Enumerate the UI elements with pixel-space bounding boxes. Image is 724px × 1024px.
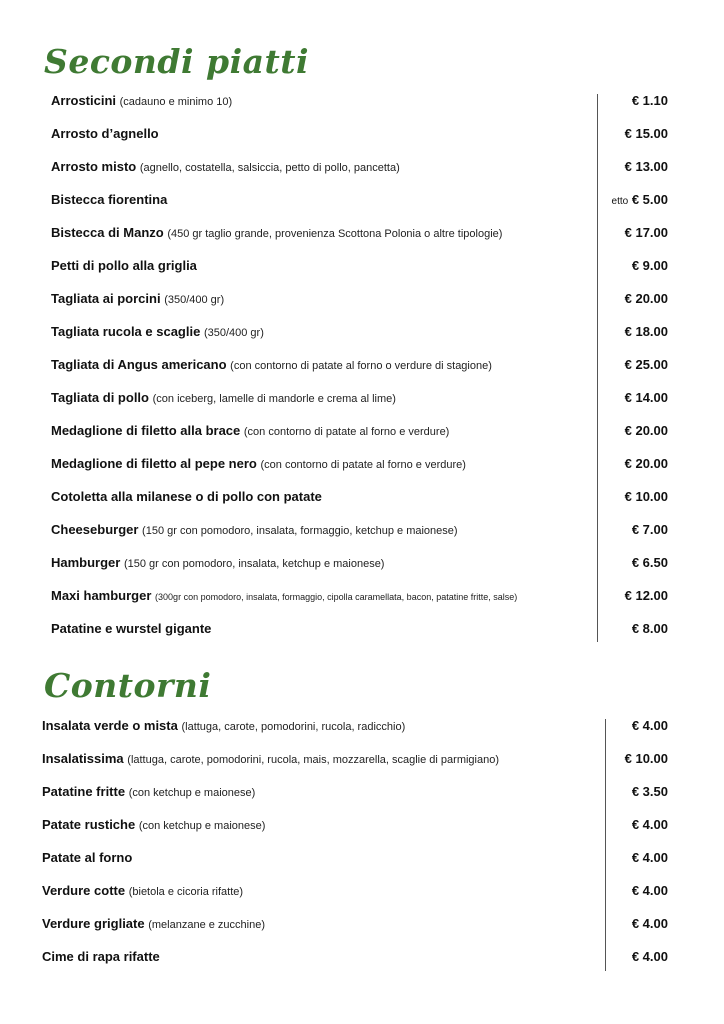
menu-item-name bbox=[51, 423, 449, 438]
price-unit: etto bbox=[611, 195, 629, 207]
menu-item-price bbox=[632, 621, 668, 636]
dish-name: Cheeseburger bbox=[51, 522, 139, 538]
dish-description: (350/400 gr) bbox=[203, 326, 264, 339]
dish-name: Cotoletta alla milanese o di pollo con patate bbox=[51, 489, 322, 505]
dish-name: Verdure grigliate bbox=[42, 915, 145, 931]
price-value: € 10.00 bbox=[624, 489, 668, 505]
dish-name: Cime di rapa rifatte bbox=[42, 948, 160, 964]
menu-item-name bbox=[42, 850, 132, 865]
price-value: € 9.00 bbox=[631, 257, 668, 273]
menu-item-price bbox=[612, 192, 668, 207]
price-value: € 5.00 bbox=[631, 191, 668, 207]
menu-item bbox=[0, 154, 724, 178]
menu-item-price bbox=[625, 390, 668, 405]
menu-item bbox=[0, 452, 724, 476]
menu-item-price bbox=[632, 850, 668, 865]
price-value: € 4.00 bbox=[631, 816, 668, 832]
dish-description: (cadauno e minimo 10) bbox=[119, 95, 233, 108]
menu-item-name bbox=[51, 324, 264, 339]
menu-item-price bbox=[632, 93, 668, 108]
dish-description: (450 gr taglio grande, provenienza Scottona Polonia o altre tipologie) bbox=[167, 227, 503, 240]
menu-item-price bbox=[632, 555, 668, 570]
menu-item-price bbox=[632, 817, 668, 832]
menu-item-name bbox=[51, 555, 384, 570]
price-value: € 1.10 bbox=[631, 92, 668, 108]
menu-item-name bbox=[42, 751, 499, 766]
dish-name: Insalatissima bbox=[42, 750, 124, 766]
menu-item-name bbox=[42, 784, 255, 799]
dish-name: Tagliata di pollo bbox=[51, 389, 149, 405]
dish-name: Arrosto misto bbox=[51, 158, 137, 174]
price-value: € 4.00 bbox=[631, 948, 668, 964]
menu-item-price bbox=[625, 324, 668, 339]
menu-item-price bbox=[625, 588, 668, 603]
menu-item bbox=[0, 385, 724, 409]
price-value: € 4.00 bbox=[631, 717, 668, 733]
menu-item-price bbox=[625, 751, 668, 766]
menu-item-price bbox=[625, 225, 668, 240]
dish-description: (con contorno di patate al forno e verdure) bbox=[243, 426, 450, 438]
menu-item bbox=[0, 518, 724, 542]
price-value: € 20.00 bbox=[624, 423, 668, 438]
menu-item bbox=[0, 944, 724, 968]
section-title-contorni: Contorni bbox=[44, 666, 212, 705]
dish-name: Verdure cotte bbox=[42, 882, 126, 898]
price-value: € 10.00 bbox=[624, 750, 668, 766]
dish-name: Arrosticini bbox=[51, 92, 117, 108]
menu-item-price bbox=[632, 718, 668, 733]
price-value: € 25.00 bbox=[624, 356, 668, 372]
menu-item-price bbox=[632, 916, 668, 931]
dish-name: Bistecca fiorentina bbox=[51, 191, 168, 207]
menu-item-price bbox=[632, 883, 668, 898]
dish-name: Patatine fritte bbox=[42, 783, 126, 799]
menu-item-price bbox=[625, 126, 668, 141]
price-value: € 14.00 bbox=[624, 389, 668, 405]
menu-item-name bbox=[51, 93, 232, 108]
menu-item-name bbox=[51, 126, 159, 141]
menu-item-name bbox=[51, 522, 458, 537]
price-value: € 20.00 bbox=[624, 456, 668, 472]
section-title-secondi: Secondi piatti bbox=[44, 42, 310, 81]
menu-item-name bbox=[42, 949, 160, 964]
dish-description: (350/400 gr) bbox=[164, 293, 225, 306]
dish-name: Medaglione di filetto al pepe nero bbox=[51, 456, 257, 472]
menu-item bbox=[0, 220, 724, 244]
price-value: € 8.00 bbox=[631, 621, 668, 637]
menu-item-price bbox=[625, 357, 668, 372]
price-value: € 4.00 bbox=[631, 915, 668, 931]
menu-item-price bbox=[625, 456, 668, 471]
menu-item-price bbox=[632, 522, 668, 537]
menu-item-name bbox=[42, 718, 405, 733]
menu-item-price bbox=[625, 159, 668, 174]
price-value: € 20.00 bbox=[624, 290, 668, 306]
dish-name: Patate al forno bbox=[42, 849, 133, 865]
price-value: € 3.50 bbox=[631, 783, 668, 799]
dish-description: (300gr con pomodoro, insalata, formaggio, cipolla caramellata, bacon, patatine fritte, salse) bbox=[155, 592, 518, 603]
dish-description: (bietola e cicoria rifatte) bbox=[128, 885, 244, 898]
menu-item-name bbox=[51, 456, 466, 471]
menu-item-name bbox=[51, 390, 396, 405]
price-value: € 17.00 bbox=[624, 224, 668, 240]
menu-item-price bbox=[625, 291, 668, 306]
menu-item-name bbox=[42, 817, 265, 832]
menu-item bbox=[0, 253, 724, 277]
menu-item bbox=[0, 121, 724, 145]
menu-item-name bbox=[51, 489, 322, 504]
dish-name: Patate rustiche bbox=[42, 816, 136, 832]
menu-item-name bbox=[42, 883, 243, 898]
dish-name: Tagliata rucola e scaglie bbox=[51, 323, 201, 339]
menu-item-price bbox=[632, 784, 668, 799]
menu-item-name bbox=[51, 357, 492, 372]
menu-item-price bbox=[625, 489, 668, 504]
dish-name: Medaglione di filetto alla brace bbox=[51, 423, 241, 438]
price-value: € 15.00 bbox=[624, 125, 668, 141]
menu-item bbox=[0, 319, 724, 343]
menu-item-name bbox=[51, 159, 400, 174]
menu-item-price bbox=[632, 949, 668, 964]
menu-item-name bbox=[51, 192, 167, 207]
dish-description: (con contorno di patate al forno o verdure di stagione) bbox=[230, 359, 492, 372]
price-divider bbox=[605, 719, 606, 971]
menu-item-name bbox=[51, 258, 197, 273]
dish-name: Tagliata di Angus americano bbox=[51, 356, 227, 372]
menu-item bbox=[0, 286, 724, 310]
price-value: € 18.00 bbox=[624, 323, 668, 339]
menu-item bbox=[0, 812, 724, 836]
dish-description: (con contorno di patate al forno e verdure) bbox=[260, 459, 466, 472]
menu-item bbox=[0, 419, 724, 443]
dish-name: Maxi hamburger bbox=[51, 588, 152, 604]
dish-name: Hamburger bbox=[51, 555, 121, 571]
dish-description: (con ketchup e maionese) bbox=[128, 786, 256, 799]
menu-item bbox=[0, 713, 724, 737]
dish-description: (agnello, costatella, salsiccia, petto di pollo, pancetta) bbox=[139, 161, 400, 174]
menu-item-name bbox=[42, 916, 265, 931]
menu-item bbox=[0, 911, 724, 935]
price-value: € 4.00 bbox=[631, 882, 668, 898]
menu-item bbox=[0, 187, 724, 211]
menu-item-name bbox=[51, 225, 502, 240]
price-value: € 4.00 bbox=[631, 849, 668, 865]
price-value: € 12.00 bbox=[624, 588, 668, 604]
dish-name: Tagliata ai porcini bbox=[51, 290, 161, 306]
dish-description: (melanzane e zucchine) bbox=[148, 918, 266, 931]
dish-description: (150 gr con pomodoro, insalata, formaggio, ketchup e maionese) bbox=[142, 525, 458, 538]
dish-description: (con ketchup e maionese) bbox=[138, 819, 266, 832]
menu-item-name bbox=[51, 588, 517, 603]
menu-item-name bbox=[51, 621, 211, 636]
dish-description: (lattuga, carote, pomodorini, rucola, radicchio) bbox=[181, 720, 406, 733]
menu-item bbox=[0, 878, 724, 902]
dish-name: Patatine e wurstel gigante bbox=[51, 621, 212, 637]
menu-item bbox=[0, 779, 724, 803]
menu-item-name bbox=[51, 291, 224, 306]
menu-item bbox=[0, 551, 724, 575]
price-divider bbox=[597, 94, 598, 642]
dish-name: Bistecca di Manzo bbox=[51, 224, 164, 240]
menu-item bbox=[0, 584, 724, 608]
price-value: € 13.00 bbox=[624, 158, 668, 174]
dish-description: (con iceberg, lamelle di mandorle e crema al lime) bbox=[152, 392, 396, 405]
dish-description: (lattuga, carote, pomodorini, rucola, mais, mozzarella, scaglie di parmigiano) bbox=[127, 753, 500, 766]
menu-item bbox=[0, 485, 724, 509]
menu-item bbox=[0, 845, 724, 869]
menu-item-price bbox=[625, 423, 668, 438]
menu-item bbox=[0, 746, 724, 770]
menu-item bbox=[0, 352, 724, 376]
price-value: € 6.50 bbox=[631, 555, 668, 571]
dish-name: Insalata verde o mista bbox=[42, 717, 178, 733]
dish-name: Arrosto d’agnello bbox=[51, 125, 159, 141]
menu-item bbox=[0, 617, 724, 641]
dish-description: (150 gr con pomodoro, insalata, ketchup e maionese) bbox=[123, 558, 385, 571]
menu-item-price bbox=[632, 258, 668, 273]
menu-item bbox=[0, 88, 724, 112]
price-value: € 7.00 bbox=[631, 522, 668, 538]
dish-name: Petti di pollo alla griglia bbox=[51, 257, 197, 273]
